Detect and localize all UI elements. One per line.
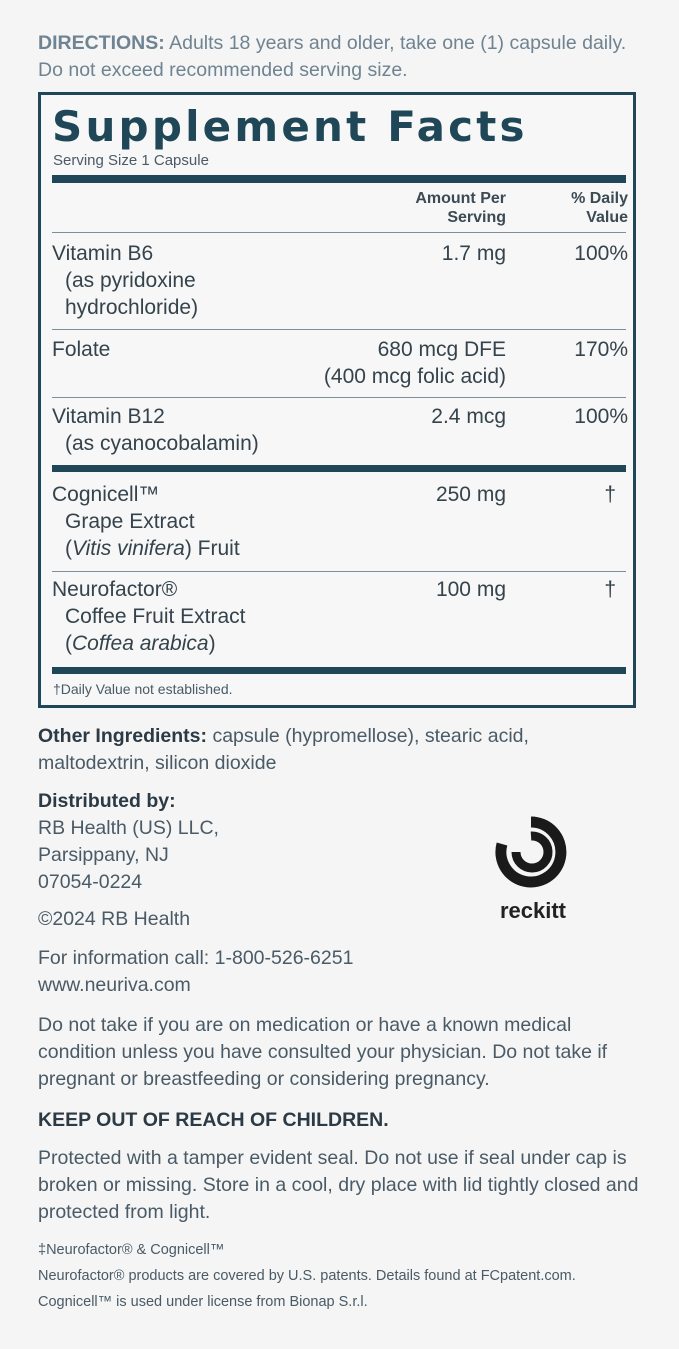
storage-instructions: Protected with a tamper evident seal. Do not use if seal under cap is broken or missing. Store in a cool, dry place with lid tightly closed and protected from light. xyxy=(38,1147,639,1223)
row-divider xyxy=(52,329,626,330)
distributor-name: RB Health (US) LLC, xyxy=(38,817,219,839)
dv-cognicell: † xyxy=(604,483,616,506)
nutrient-name: Vitamin B12 xyxy=(52,405,165,428)
keep-out-warning xyxy=(38,1107,389,1134)
supplement-facts-panel xyxy=(38,92,636,708)
copyright: ©2024 RB Health xyxy=(38,908,191,930)
amount-folate-dfe: 680 mcg DFE xyxy=(377,338,506,361)
directions-label: DIRECTIONS: xyxy=(38,32,165,54)
reckitt-logo-icon xyxy=(486,812,576,890)
ingredient-name: Neurofactor® xyxy=(52,578,178,601)
website: www.neuriva.com xyxy=(38,974,191,996)
reckitt-logo-text: reckitt xyxy=(499,898,567,923)
header-dv-line2: Value xyxy=(586,209,628,226)
ingredient-source: Coffee Fruit Extract xyxy=(65,605,246,628)
row-name-vitamin-b6 xyxy=(52,240,198,321)
ingredient-species: (Coffea arabica) xyxy=(65,632,216,655)
ingredient-name: Cognicell™ xyxy=(52,483,160,506)
amount-folate xyxy=(256,336,506,390)
distributor-city: Parsippany, NJ xyxy=(38,844,169,866)
trademark-patent: Neurofactor® products are covered by U.S. patents. Details found at FCpatent.com. xyxy=(38,1268,576,1284)
other-ingredients-label: Other Ingredients: xyxy=(38,725,208,747)
ingredient-species: (Vitis vinifera) Fruit xyxy=(65,537,240,560)
row-name-neurofactor xyxy=(52,576,246,657)
row-name-cognicell xyxy=(52,481,240,562)
facts-footnote: †Daily Value not established. xyxy=(53,681,233,697)
row-divider xyxy=(52,232,626,233)
row-name-folate: Folate xyxy=(52,338,111,361)
species-rest: ) Fruit xyxy=(184,537,240,560)
header-daily-value xyxy=(541,189,628,227)
dv-vitamin-b6: 100% xyxy=(574,242,628,265)
species-italic: Coffea arabica xyxy=(72,632,209,655)
species-italic: Vitis vinifera xyxy=(72,537,185,560)
trademark-license: Cognicell™ is used under license from Bionap S.r.l. xyxy=(38,1294,368,1310)
header-amount xyxy=(361,189,506,227)
trademark-notice xyxy=(38,1240,576,1312)
amount-cognicell: 250 mg xyxy=(435,483,506,506)
row-divider xyxy=(52,571,626,572)
ingredient-source: Grape Extract xyxy=(65,510,195,533)
nutrient-source: (as cyanocobalamin) xyxy=(65,432,259,455)
dv-vitamin-b12: 100% xyxy=(574,405,628,428)
amount-vitamin-b12: 2.4 mcg xyxy=(431,405,506,428)
serving-size: Serving Size 1 Capsule xyxy=(53,152,209,169)
directions xyxy=(38,30,648,84)
header-dv-line1: % Daily xyxy=(571,190,628,207)
distributed-label: Distributed by: xyxy=(38,790,176,812)
dv-neurofactor: † xyxy=(604,578,616,601)
header-amount-line2: Serving xyxy=(447,209,506,226)
keep-out-text: KEEP OUT OF REACH OF CHILDREN. xyxy=(38,1109,389,1131)
other-ingredients-text: capsule (hypromellose), stearic acid, maltodextrin, silicon dioxide xyxy=(38,725,529,774)
thick-divider xyxy=(52,667,626,674)
thick-divider xyxy=(52,175,626,183)
directions-text: Adults 18 years and older, take one (1) capsule daily. Do not exceed recommended serving size. xyxy=(38,32,627,81)
phone-number: For information call: 1-800-526-6251 xyxy=(38,947,354,969)
amount-vitamin-b6: 1.7 mg xyxy=(441,242,506,265)
row-name-vitamin-b12 xyxy=(52,403,259,457)
thick-divider xyxy=(52,465,626,472)
nutrient-name: Vitamin B6 xyxy=(52,242,154,265)
medical-warning: Do not take if you are on medication or have a known medical condition unless you have consulted your physician. Do not take if pregnant or breastfeeding or considering pregnancy. xyxy=(38,1014,608,1090)
facts-title: Supplement Facts xyxy=(52,102,528,151)
distributed-by xyxy=(38,788,219,896)
contact-info xyxy=(38,945,353,999)
distributor-zip: 07054-0224 xyxy=(38,871,143,893)
nutrient-source: (as pyridoxine xyxy=(65,269,196,292)
nutrient-source: hydrochloride) xyxy=(65,296,199,319)
other-ingredients xyxy=(38,723,638,777)
trademark-line1: ‡Neurofactor® & Cognicell™ xyxy=(38,1242,225,1258)
row-divider xyxy=(52,397,626,398)
dv-folate: 170% xyxy=(574,338,628,361)
header-amount-line1: Amount Per xyxy=(415,190,506,207)
amount-neurofactor: 100 mg xyxy=(435,578,506,601)
amount-folate-folic-acid: (400 mcg folic acid) xyxy=(323,365,506,388)
